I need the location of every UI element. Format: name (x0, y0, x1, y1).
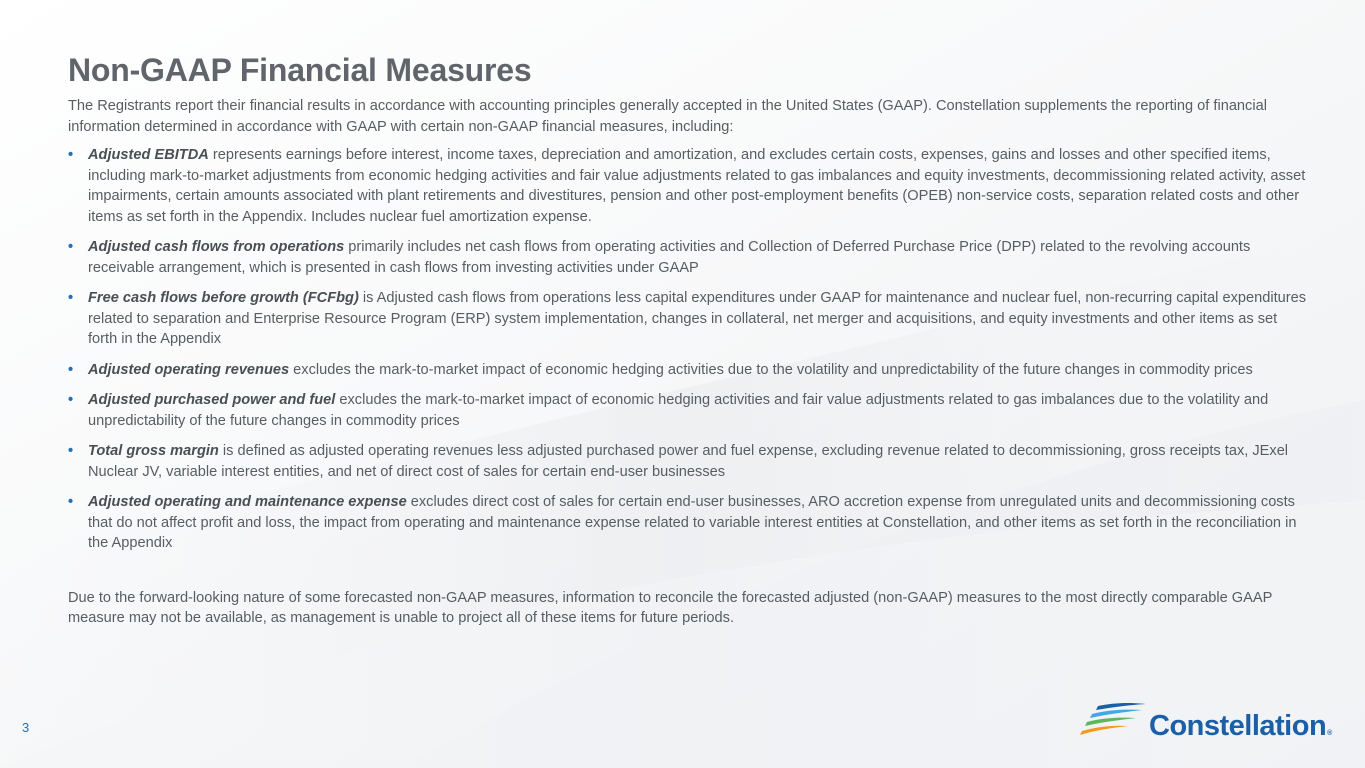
page-number: 3 (22, 720, 30, 735)
measure-description: excludes direct cost of sales for certain end-user businesses, ARO accretion expense from unregulated units and decommissioning costs that do not affect profit and loss, the impact from operating and maintenance expense related to variable interest entities at Constellation, and other items as set forth in the reconciliation in the Appendix (88, 494, 1297, 551)
measure-description: excludes the mark-to-market impact of economic hedging activities due to the volatility and unpredictability of the future changes in commodity prices (289, 361, 1253, 378)
list-item (68, 145, 1308, 227)
list-item (68, 360, 1308, 381)
bullet-icon: • (68, 361, 74, 378)
list-item (68, 492, 1308, 554)
intro-paragraph: The Registrants report their financial results in accordance with accounting principles generally accepted in the United States (GAAP). Constellation supplements the reporting of financial information determined in accordance with GAAP with certain non-GAAP financial measures, including: (68, 98, 1267, 135)
measure-description: is defined as adjusted operating revenues less adjusted purchased power and fuel expense, excluding revenue related to decommissioning, gross receipts tax, JExel Nuclear JV, variable interest entities, and net of direct cost of sales for certain end-user businesses (88, 443, 1289, 480)
measure-term: Adjusted operating revenues (88, 361, 290, 378)
registered-mark: ® (1327, 730, 1333, 737)
bullet-icon: • (68, 392, 74, 408)
measure-term: Adjusted EBITDA (88, 147, 209, 163)
list-item (68, 237, 1308, 278)
measure-description: represents earnings before interest, income taxes, depreciation and amortization, and excludes certain costs, expenses, gains and losses and other specified items, including mark-to-market adjustments from economic hedging activities and fair value adjustments related to gas imbalances and equity investments, decommissioning related activity, asset impairments, certain amounts associated with plant retirements and divestitures, pension and other post-employment benefits (OPEB) non-service costs, separation related costs and other items as set forth in the Appendix. Includes nuclear fuel amortization expense. (88, 147, 1306, 225)
list-item (68, 288, 1308, 350)
bullet-icon: • (68, 290, 74, 306)
bullet-icon: • (68, 494, 74, 510)
closing-paragraph: Due to the forward-looking nature of some forecasted non-GAAP measures, information to reconcile the forecasted adjusted (non-GAAP) measures to the most directly comparable GAAP measure may not be available, as management is unable to project all of these items for future periods. (68, 589, 1273, 626)
measure-term: Free cash flows before growth (FCFbg) (88, 290, 359, 306)
slide-content (68, 50, 1308, 629)
bullet-icon: • (68, 239, 74, 255)
page-title: Non-GAAP Financial Measures (68, 52, 532, 88)
measure-term: Adjusted cash flows from operations (88, 239, 345, 255)
logo-wordmark (1149, 710, 1332, 750)
measure-term: Total gross margin (88, 443, 219, 459)
measures-list (68, 145, 1308, 554)
logo-name: Constellation (1149, 710, 1327, 742)
measure-term: Adjusted purchased power and fuel (88, 392, 336, 408)
measure-description: primarily includes net cash flows from operating activities and Collection of Deferred Purchase Price (DPP) related to the revolving accounts receivable arrangement, which is presented in cash flows from investing activities under GAAP (88, 239, 1251, 276)
constellation-swoosh-icon (1080, 702, 1146, 738)
list-item (68, 441, 1308, 482)
bullet-icon: • (68, 147, 74, 163)
list-item (68, 390, 1308, 431)
bullet-icon: • (68, 443, 74, 459)
measure-description: is Adjusted cash flows from operations less capital expenditures under GAAP for maintenance and nuclear fuel, non-recurring capital expenditures related to separation and Enterprise Resource Program (ERP) system implementation, changes in collateral, net merger and acquisitions, and equity investments and other items as set forth in the Appendix (88, 290, 1307, 347)
constellation-logo (1080, 700, 1333, 746)
measure-description: excludes the mark-to-market impact of economic hedging activities and fair value adjustments related to gas imbalances due to the volatility and unpredictability of the future changes in commodity prices (88, 392, 1269, 429)
measure-term: Adjusted operating and maintenance expense (88, 494, 407, 510)
